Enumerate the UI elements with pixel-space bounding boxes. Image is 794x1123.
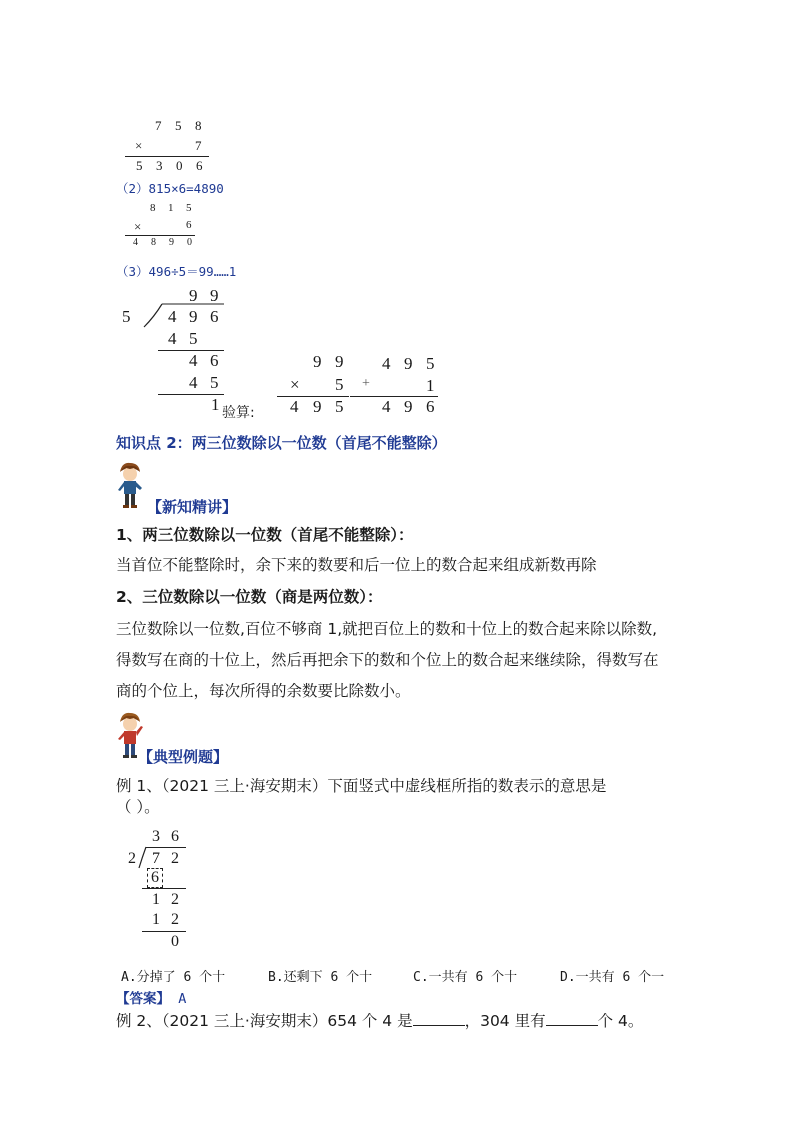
ex1-division-bar — [146, 847, 186, 848]
example2-blank-1[interactable] — [413, 1011, 465, 1026]
ex1-quotient-digit: 3 — [152, 828, 160, 845]
ex1-quotient-digit: 6 — [171, 828, 179, 845]
ex1-divisor: 2 — [128, 850, 136, 867]
point2-line: 三位数除以一位数,百位不够商 1,就把百位上的数和十位上的数合起来除以除数, — [116, 620, 658, 638]
ex1-dividend-digit: 7 — [152, 850, 160, 867]
calc2-result-digit: 4 — [133, 237, 138, 248]
example2-line — [116, 1011, 643, 1030]
example1-line1: 例 1、（2021 三上·海安期末）下面竖式中虚线框所指的数表示的意思是 — [116, 777, 607, 795]
ex1-remainder: 0 — [171, 933, 179, 950]
step-digit: 5 — [210, 373, 219, 392]
example2-part3: 个 4。 — [597, 1012, 644, 1030]
new-knowledge-tag: 【新知精讲】 — [147, 498, 238, 516]
calc2-result-digit: 0 — [187, 237, 192, 248]
item2-label: （2）815×6=4890 — [116, 181, 224, 196]
calc2-rule — [125, 235, 195, 236]
ex1-step-digit: 1 — [152, 891, 160, 908]
check-mult-result-digit: 5 — [335, 397, 344, 416]
ex1-step-digit: 2 — [171, 911, 179, 928]
example1-line2: （ ）。 — [116, 798, 160, 816]
quotient-digit: 9 — [189, 286, 198, 305]
cartoon-boy-icon — [112, 460, 146, 510]
check-add-operator: + — [362, 376, 370, 391]
calc1-operator: × — [135, 138, 143, 153]
step-digit: 4 — [189, 351, 198, 370]
point2-line: 商的个位上，每次所得的余数要比除数小。 — [116, 682, 411, 700]
check-mult-top-digit: 9 — [335, 352, 344, 371]
option-a[interactable]: A.分掉了 6 个十 — [121, 970, 226, 985]
ex1-step-rule — [142, 888, 186, 889]
check-label: 验算: — [222, 405, 255, 421]
section-heading: 知识点 2：两三位数除以一位数（首尾不能整除） — [116, 434, 447, 452]
calc1-top-digit: 7 — [155, 118, 162, 133]
calc1-rule — [125, 156, 209, 157]
check-add-top-digit: 4 — [382, 354, 391, 373]
calc2-top-digit: 8 — [150, 202, 156, 214]
step-digit: 5 — [189, 329, 198, 348]
calc1-multiplier: 7 — [195, 138, 202, 153]
answer-value: A — [178, 991, 187, 1007]
calc1-result-digit: 6 — [196, 158, 203, 173]
answer-tag: 【答案】 — [116, 991, 170, 1007]
check-add-addend: 1 — [426, 376, 435, 395]
check-mult-top-digit: 9 — [313, 352, 322, 371]
option-b[interactable]: B.还剩下 6 个十 — [268, 970, 373, 985]
calc2-result-digit: 8 — [151, 237, 156, 248]
item3-label: （3）496÷5＝99……1 — [116, 264, 237, 279]
quotient-digit: 9 — [210, 286, 219, 305]
option-c[interactable]: C.一共有 6 个十 — [413, 970, 518, 985]
calc1-top-digit: 8 — [195, 118, 202, 133]
calc1-result-digit: 5 — [136, 158, 143, 173]
example2-blank-2[interactable] — [546, 1011, 598, 1026]
check-mult-multiplier: 5 — [335, 375, 344, 394]
point1-title: 1、两三位数除以一位数（首尾不能整除）： — [116, 526, 414, 544]
check-add-rule — [350, 396, 438, 397]
ex1-boxed-digit: 6 — [147, 868, 163, 888]
calc2-result-digit: 9 — [169, 237, 174, 248]
check-add-top-digit: 9 — [404, 354, 413, 373]
calc1-result-digit: 3 — [156, 158, 163, 173]
example2-part2: ，304 里有 — [464, 1012, 546, 1030]
calc1-top-digit: 5 — [175, 118, 182, 133]
ex1-step-rule — [142, 931, 186, 932]
check-mult-result-digit: 9 — [313, 397, 322, 416]
remainder: 1 — [211, 395, 220, 414]
check-add-top-digit: 5 — [426, 354, 435, 373]
dividend-digit: 9 — [189, 307, 198, 326]
ex1-step-digit: 1 — [152, 911, 160, 928]
calc2-operator: × — [134, 219, 142, 234]
example2-part1: 例 2、（2021 三上·海安期末）654 个 4 是 — [116, 1012, 413, 1030]
ex1-dividend-digit: 2 — [171, 850, 179, 867]
answer-row — [116, 987, 186, 1007]
step-digit: 4 — [189, 373, 198, 392]
step-digit: 4 — [168, 329, 177, 348]
check-add-result-digit: 4 — [382, 397, 391, 416]
calc2-multiplier: 6 — [186, 219, 192, 231]
point2-title: 2、三位数除以一位数（商是两位数）： — [116, 588, 383, 606]
check-add-result-digit: 6 — [426, 397, 435, 416]
divisor: 5 — [122, 307, 131, 326]
check-add-result-digit: 9 — [404, 397, 413, 416]
ex1-division-bracket — [138, 846, 148, 870]
dividend-digit: 4 — [168, 307, 177, 326]
ex1-step-digit: 2 — [171, 891, 179, 908]
check-mult-result-digit: 4 — [290, 397, 299, 416]
option-d[interactable]: D.一共有 6 个一 — [560, 970, 665, 985]
step-digit: 6 — [210, 351, 219, 370]
check-mult-operator: × — [290, 375, 300, 394]
point2-line: 得数写在商的十位上，然后再把余下的数和个位上的数合起来继续除，得数写在 — [116, 651, 659, 669]
dividend-digit: 6 — [210, 307, 219, 326]
calc2-top-digit: 5 — [186, 202, 192, 214]
examples-tag: 【典型例题】 — [138, 748, 229, 766]
calc2-top-digit: 1 — [168, 202, 174, 214]
point1-text: 当首位不能整除时，余下来的数要和后一位上的数合起来组成新数再除 — [116, 556, 597, 574]
calc1-result-digit: 0 — [176, 158, 183, 173]
